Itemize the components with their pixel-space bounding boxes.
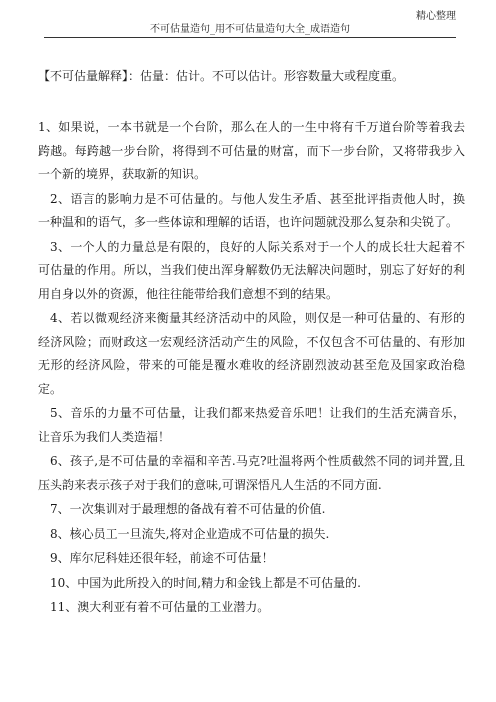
sentence-7: 7、一次集训对于最理想的备战有着不可估量的价值.	[50, 502, 326, 516]
definition-line: 【不可估量解释】：估量：估计。不可以估计。形容数量大或程度重。	[38, 69, 405, 83]
sentence-6: 6、孩子,是不可估量的幸福和辛苦.马克?吐温将两个性质截然不同的词并置,且压头韵来表示孩子对于我们的意味,可谓深悟凡人生活的不同方面.	[38, 454, 465, 492]
sentence-8: 8、核心员工一旦流失,将对企业造成不可估量的损失.	[50, 526, 330, 541]
sentence-10: 10、中国为此所投入的时间,精力和金钱上都是不可估量的.	[50, 575, 361, 590]
page-header: 不可估量造句_用不可估量造句大全_成语造句	[44, 20, 456, 38]
sentence-2: 2、语言的影响力是不可估量的。与他人发生矛盾、甚至批评指责他人时，换一种温和的语气，多一些体谅和理解的话语，也许问题就没那么复杂和尖锐了。	[38, 191, 465, 229]
sentence-11: 11、澳大利亚有着不可估量的工业潜力。	[50, 600, 270, 614]
sentence-4: 4、若以微观经济来衡量其经济活动中的风险，则仅是一种可估量的、有形的经济风险；而财政这一宏观经济活动产生的风险，不仅包含不可估量的、有形加无形的经济风险，带来的可能是覆水难收的经济剧烈波动甚至危及国家政治稳定。	[38, 311, 465, 396]
corner-label: 精心整理	[416, 11, 456, 22]
sentence-5: 5、音乐的力量不可估量，让我们都来热爱音乐吧！让我们的生活充满音乐，让音乐为我们人类造福！	[38, 406, 465, 444]
sentence-1: 1、如果说，一本书就是一个台阶，那么在人的一生中将有千万道台阶等着我去跨越。每跨越一步台阶，将得到不可估量的财富，而下一步台阶，又将带我步入一个新的境界，获取新的知识。	[38, 120, 465, 181]
sentence-3: 3、一个人的力量总是有限的，良好的人际关系对于一个人的成长壮大起着不可估量的作用。所以，当我们使出浑身解数仍无法解决问题时，别忘了好好的利用自身以外的资源，他往往能带给我们意想不到的结果。	[38, 239, 465, 301]
sentence-list	[38, 116, 465, 621]
sentence-9: 9、库尔尼科娃还很年轻，前途不可估量！	[50, 551, 274, 565]
